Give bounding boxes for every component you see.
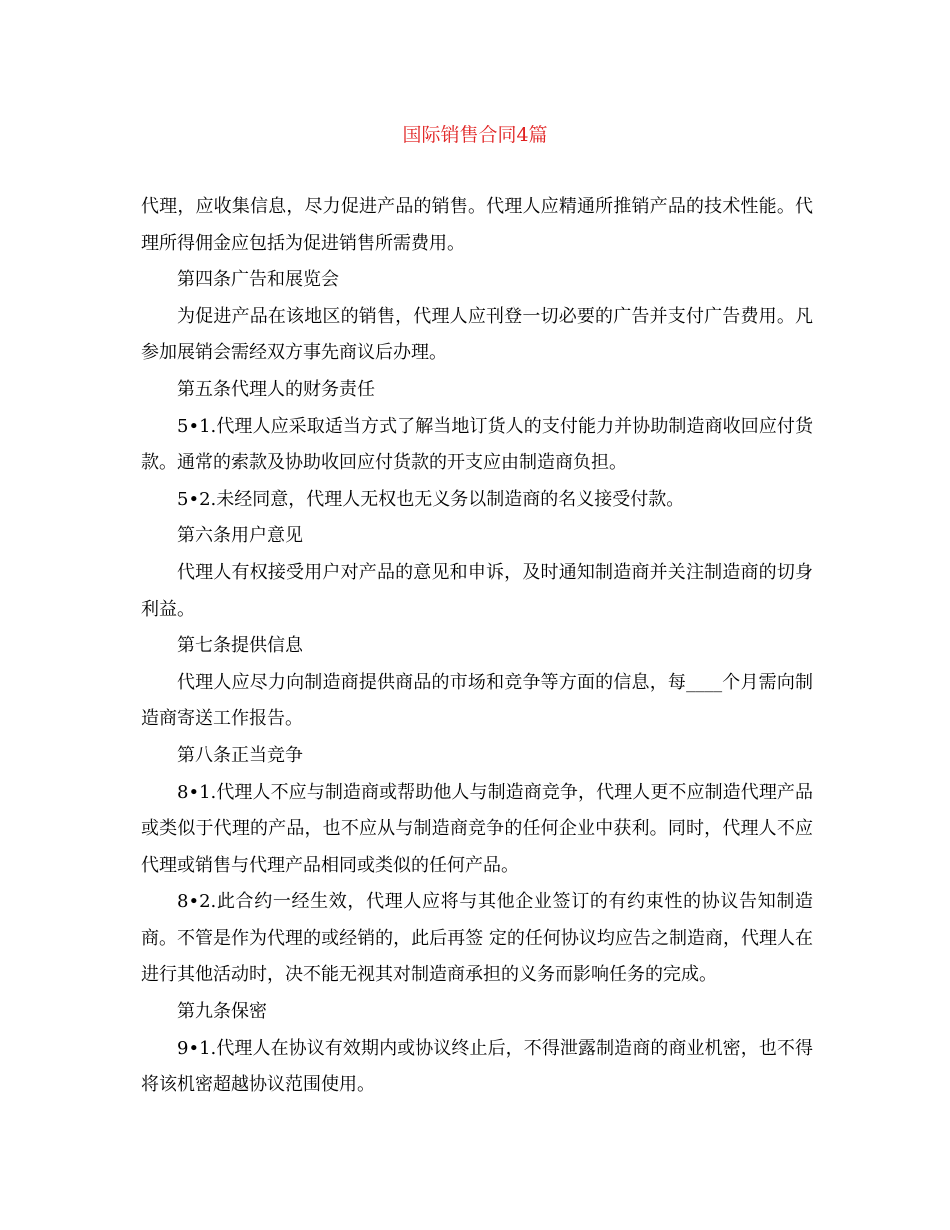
section-heading: 第八条正当竞争 <box>177 744 303 766</box>
section-heading: 第五条代理人的财务责任 <box>177 378 375 400</box>
document-body <box>141 189 813 1104</box>
paragraph: 9•1.代理人在协议有效期内或协议终止后，不得泄露制造商的商业机密，也不得将该机密超越协议范围使用。 <box>141 1037 813 1096</box>
section-heading: 第四条广告和展览会 <box>177 269 339 291</box>
section-heading: 第六条用户意见 <box>177 525 303 547</box>
section-heading: 第九条保密 <box>177 1001 267 1023</box>
section-heading: 第七条提供信息 <box>177 635 303 657</box>
paragraph: 5•1.代理人应采取适当方式了解当地订货人的支付能力并协助制造商收回应付货款。通常的索款及协助收回应付货款的开支应由制造商负担。 <box>141 415 813 474</box>
paragraph: 5•2.未经同意，代理人无权也无义务以制造商的名义接受付款。 <box>177 488 685 510</box>
paragraph: 代理，应收集信息，尽力促进产品的销售。代理人应精通所推销产品的技术性能。代理所得佣金应包括为促进销售所需费用。 <box>141 196 813 254</box>
paragraph: 代理人有权接受用户对产品的意见和申诉，及时通知制造商并关注制造商的切身利益。 <box>141 561 813 620</box>
paragraph: 8•1.代理人不应与制造商或帮助他人与制造商竞争，代理人更不应制造代理产品或类似于代理的产品，也不应从与制造商竞争的任何企业中获利。同时，代理人不应代理或销售与代理产品相同或类似的任何产品。 <box>141 781 813 876</box>
paragraph: 8•2.此合约一经生效，代理人应将与其他企业签订的有约束性的协议告知制造商。不管是作为代理的或经销的，此后再签 定的任何协议均应告之制造商，代理人在进行其他活动时，决不能无视其对制造商承担的义务而影响任务的完成。 <box>141 891 813 986</box>
document-title: 国际销售合同4篇 <box>402 124 548 146</box>
paragraph: 为促进产品在该地区的销售，代理人应刊登一切必要的广告并支付广告费用。凡参加展销会需经双方事先商议后办理。 <box>141 305 813 364</box>
paragraph: 代理人应尽力向制造商提供商品的市场和竞争等方面的信息，每____个月需向制造商寄送工作报告。 <box>141 671 813 730</box>
